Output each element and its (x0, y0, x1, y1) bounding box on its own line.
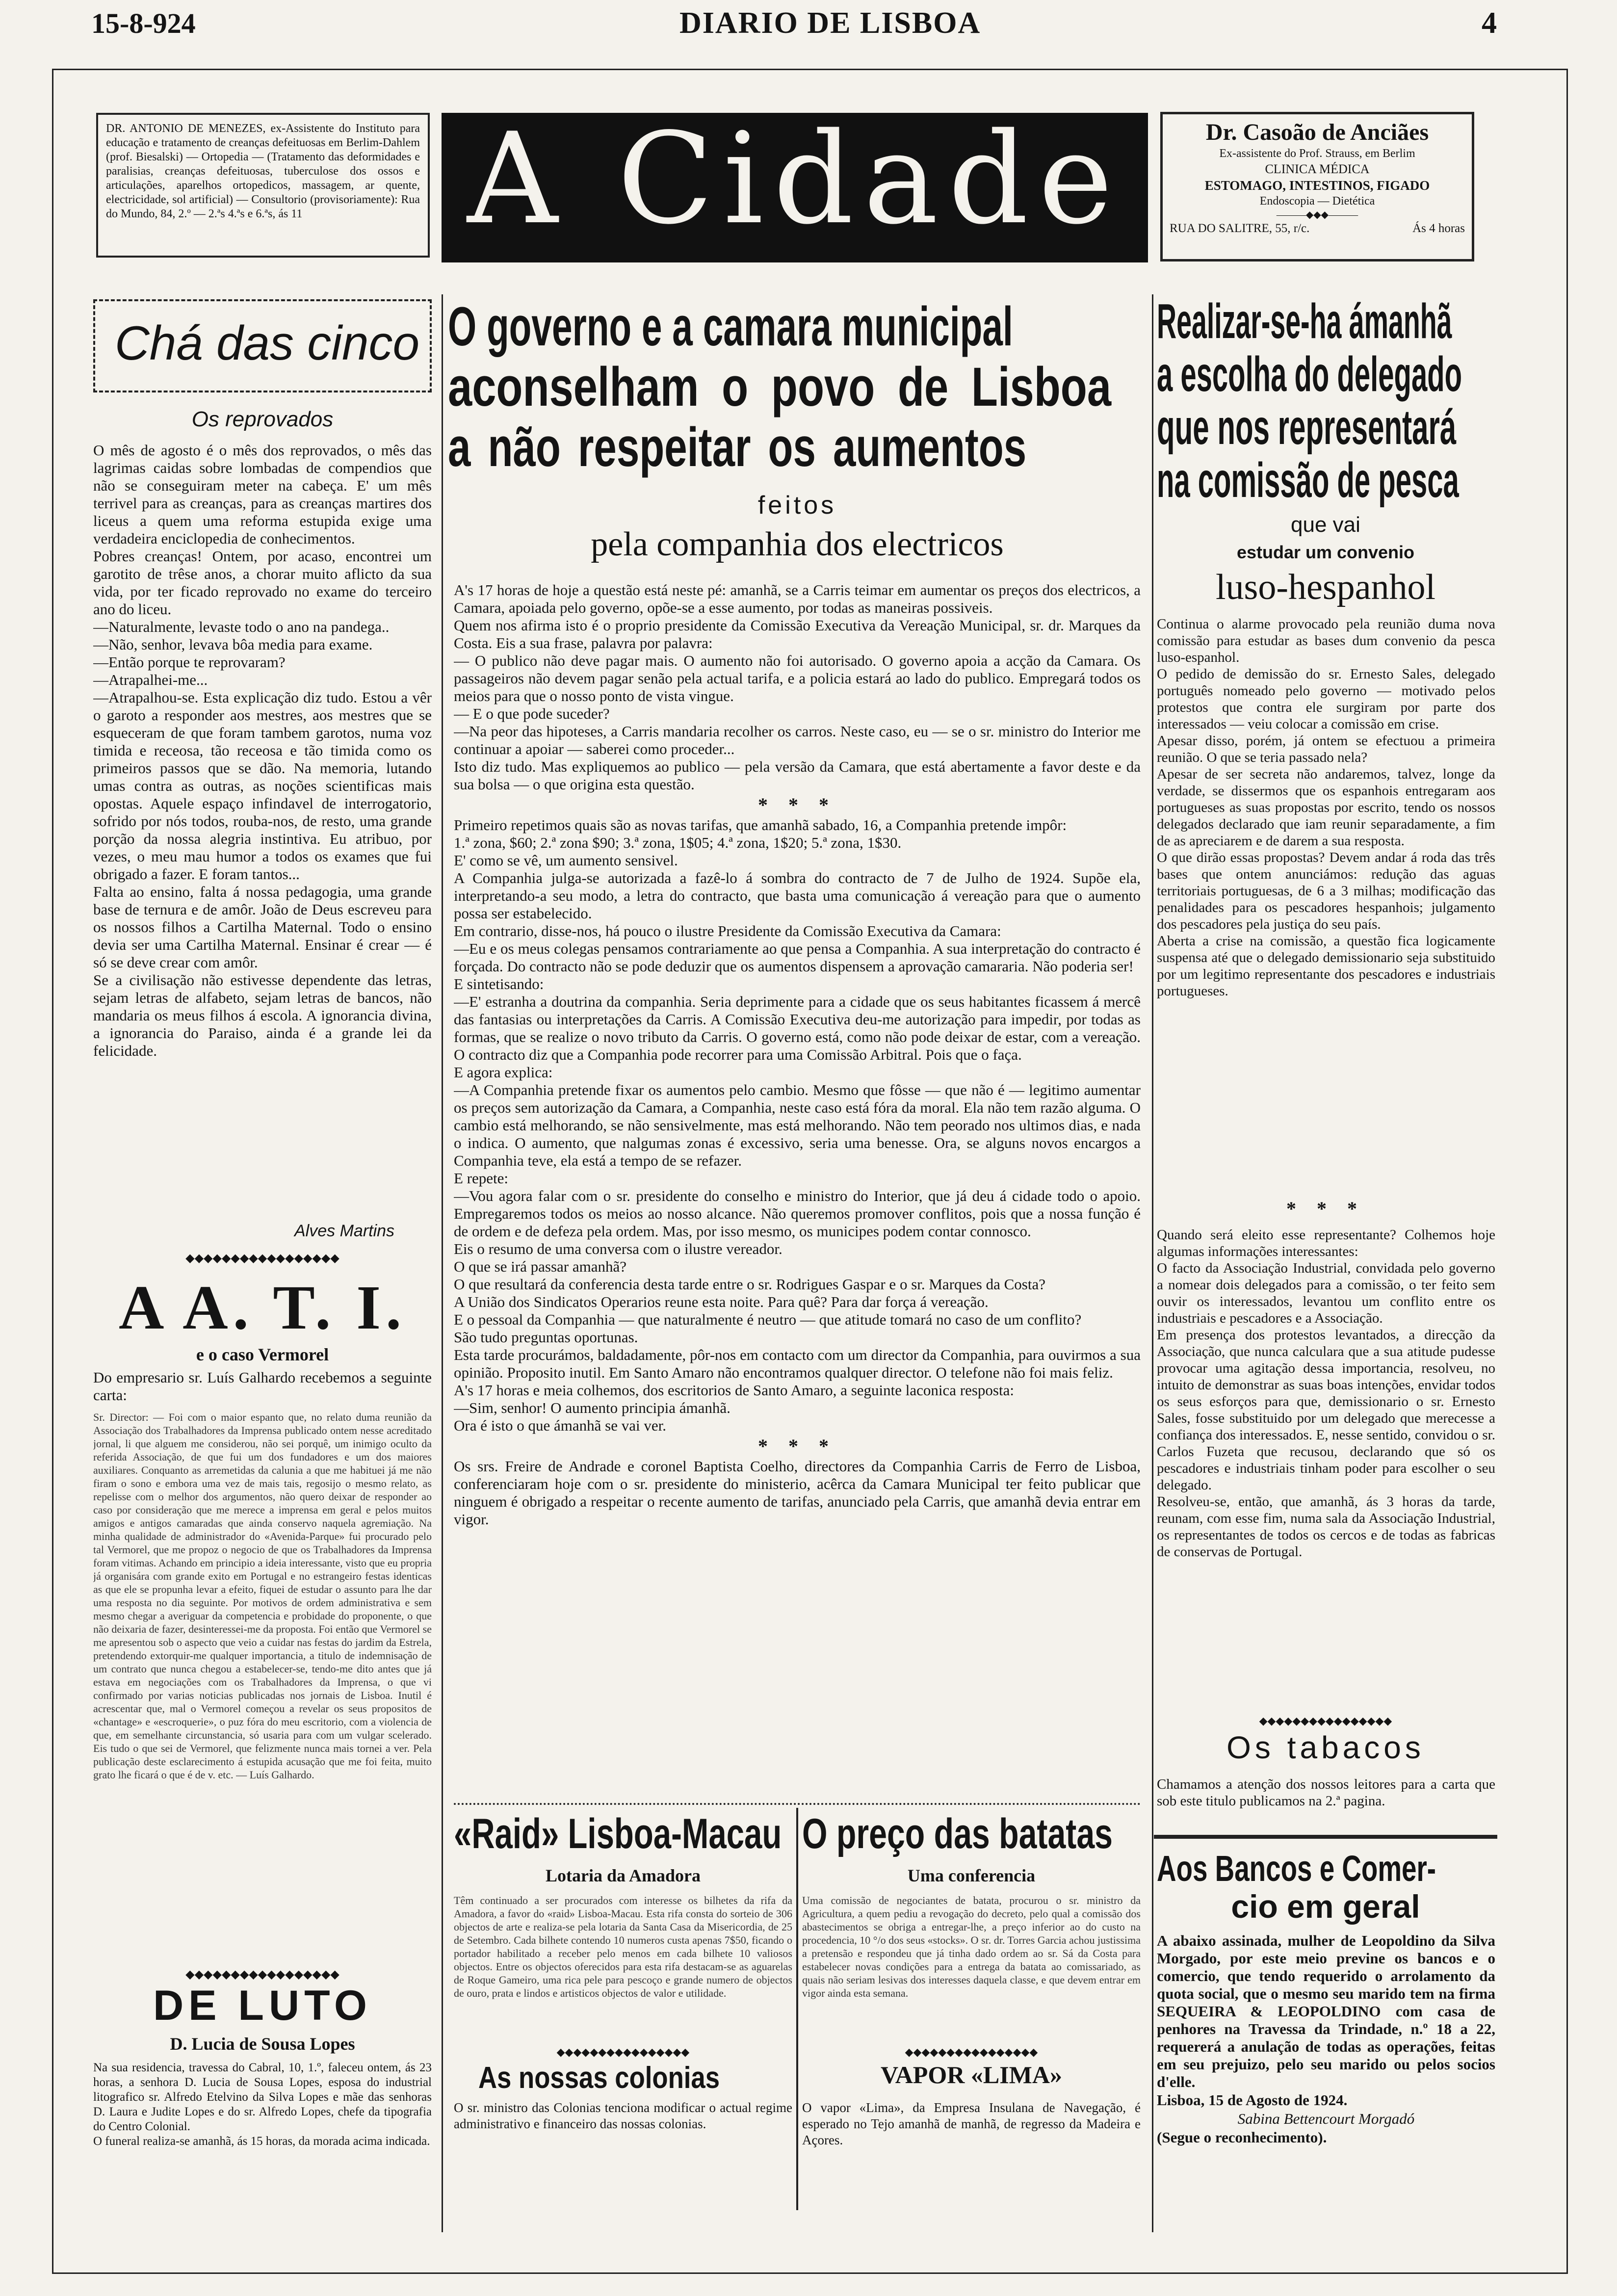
tabacos-text: Chamamos a atenção dos nossos leitores para a carta que sob este titulo publicamos na 2.ª pagina. (1157, 1776, 1495, 1809)
main-paragraph: —Sim, senhor! O aumento principia ámanhã. (454, 1399, 730, 1416)
batatas-text: Uma comissão de negociantes de batata, procurou o sr. ministro da Agricultura, a quem pediu a revogação do decreto, pelo qual a comissão dos abastecimentos se obriga a entregar-lhe, a preço inferior ao do custo na procedencia, 10 °/o dos seus «stocks». O sr. dr. Torres Garcia achou justissima a pretensão e respondeu que já tinha dado ordem ao sr. Sá da Costa para estabelecer novas condições para a entrega da batata ao comissariado, as quais não seriam lesivas dos interesses daquela classe, e que devem entrar em vigor ainda esta semana. (802, 1894, 1141, 1999)
pesca-p3: Apesar disso, porém, já ontem se efectuou a primeira reunião. O que se teria passado nela? (1157, 733, 1495, 765)
main-paragraph: Isto diz tudo. Mas expliquemos ao publico — pela versão da Camara, que está abertamente a favor deste e da sua bolsa — o que origina esta questão. (454, 758, 1141, 793)
raid-text: Têm continuado a ser procurados com interesse os bilhetes da rifa da Amadora, a favor do «raid» Lisboa-Macau. Esta rifa consta do sorteio de 306 objectos de arte e realiza-se pela lotaria da Santa Casa da Misericordia, de 25 de Setembro. Cada bilhete contendo 10 numeros custa apenas 7$50, ficando o portador habilitado a receber pelo menos em cada bilhete 10 valiosos objectos. Entre os objectos oferecidos para esta rifa destacam-se as aguarelas de Roque Gameiro, uma rica pele para pescoço e grande numero de objectos de ouro, prata e lindos e artisticos objectos de valor e utilidade. (454, 1894, 792, 1999)
luto-body (93, 2061, 432, 2222)
page-date: 15-8-924 (91, 7, 196, 39)
pesca-subhead-1: que vai (1291, 513, 1360, 537)
main-paragraph: Eis o resumo de uma conversa com o ilustre vereador. (454, 1240, 782, 1257)
ad-dr-casoao (1160, 112, 1474, 261)
colonias-body (454, 2100, 792, 2149)
ad-dr-menezes-text: DR. ANTONIO DE MENEZES, ex-Assistente do Instituto para educação e tratamento de creanças defeituosas em Berlim-Dahlem (prof. Biesalski) — Ortopedia — (Tratamento das deformidades e paralisias, creanças defeituosas, tuberculose dos ossos e articulações, aparelhos ortopedicos, massagem, ar quente, electricidade, sol artificial) — Consultorio (provisoriamente): Rua do Mundo, 84, 2.º — 2.ªs 4.ªs e 6.ªs, ás 11 (106, 122, 420, 220)
bancos-body (1157, 1932, 1495, 2192)
main-paragraph: —E' estranha a doutrina da companhia. Seria deprimente para a cidade que os seus habitantes ficassem á mercê das fantasias ou interpretações da Carris. A Comissão Executiva deu-me autorização para impedir, por todas as formas, que se realize o novo tributo da Carris. O governo está, como não pode deixar de estar, com a vereação. O contracto diz que a Companhia pode recorrer para uma Comissão Arbitral. Pois que o faça. (454, 993, 1141, 1063)
cha-p4: —Não, senhor, levava bôa media para exame. (93, 636, 373, 653)
main-paragraph: São tudo preguntas oportunas. (454, 1329, 638, 1346)
main-paragraph: O que resultará da conferencia desta tarde entre o sr. Rodrigues Gaspar e o sr. Marques da Costa? (454, 1276, 1045, 1293)
main-paragraph: A Companhia julga-se autorizada a fazê-lo á sombra do contracto de 7 de Julho de 1924. Supõe ela, interpretando-a seu modo, a letra do contracto, que basta uma comunicação á vereação para que o aumento possa ser estabelecido. (454, 869, 1141, 922)
batatas-title: O preço das batatas (802, 1810, 1113, 1857)
main-paragraph: Primeiro repetimos quais são as novas tarifas, que amanhã sabado, 16, a Companhia pretende impôr: (454, 816, 1067, 834)
ornament-rule: ◆◆◆◆◆◆◆◆◆◆◆◆◆◆◆◆ (1259, 1715, 1392, 1727)
ad-dr-casoao-footer (1170, 221, 1465, 236)
section-separator: * * * (758, 1435, 836, 1457)
ad-dr-casoao-address: RUA DO SALITRE, 55, r/c. (1170, 222, 1310, 235)
cha-p3: —Naturalmente, levaste todo o ano na pandega.. (93, 618, 390, 635)
pesca-body-2 (1157, 1226, 1495, 1712)
main-paragraph: — E o que pode suceder? (454, 705, 610, 722)
ad-dr-casoao-line1: Ex-assistente do Prof. Strauss, em Berlim (1219, 147, 1415, 160)
pesca-p2: O pedido de demissão do sr. Ernesto Sales, delegado português nomeado pelo governo — motivado pelos protestos que contra ele surgiram por parte dos interessados — veiu colocar a comissão em crise. (1157, 666, 1495, 732)
section-separator: * * * (758, 794, 836, 816)
pesca-p9: Em presença dos protestos levantados, a direcção da Associação, que nunca calculara que a sua atitude pudesse provocar uma agitação dessa importancia, resolveu, no intuito de demonstrar as suas boas intenções, envidar todos os seus esforços para que, demissionario o sr. Ernesto Sales, fosse substituido por um delegado que merecesse a confiança dos interessados. E, nesse sentido, convidou o sr. Carlos Fuzeta que recusou, declarando que só os pescadores e industriais tinham poder para escolher o seu delegado. (1157, 1327, 1495, 1493)
dotted-rule (454, 1803, 1141, 1805)
raid-title: «Raid» Lisboa-Macau (454, 1810, 782, 1857)
right-column (1154, 289, 1497, 2252)
pesca-headline-3: que nos representará (1157, 400, 1457, 455)
tabacos-body (1157, 1776, 1495, 1832)
center-split-rule (796, 1808, 798, 2210)
aati-subtitle: e o caso Vermorel (196, 1345, 329, 1364)
page-number: 4 (1482, 6, 1497, 40)
cha-title: Chá das cinco (115, 316, 420, 370)
luto-text: Na sua residencia, travessa do Cabral, 10, 1.º, faleceu ontem, ás 23 horas, a senhora D. Lucia de Sousa Lopes, esposa do industrial litografico sr. Alfredo Etelvino da Silva Lopes e mãe das senhoras D. Laura e Judite Lopes e do sr. Alfredo Lopes, chefe da tipografia do Centro Colonial. (93, 2061, 432, 2133)
cha-p6: —Atrapalhei-me... (93, 671, 208, 688)
ad-dr-casoao-line2: CLINICA MÉDICA (1265, 162, 1370, 176)
newspaper-name: DIARIO DE LISBOA (679, 6, 981, 40)
pesca-subhead-2: estudar um convenio (1236, 542, 1415, 562)
aati-intro-box (93, 1369, 432, 1404)
aati-letter: Sr. Director: — Foi com o maior espanto que, no relato duma reunião da Associação dos Trabalhadores da Imprensa publicado ontem nesse acreditado jornal, li que alguem me considerou, não sei porquê, um inimigo oculto da referida Associação, de que fui um dos fundadores e um dos maiores auxiliares. Conquanto as arremetidas da calunia a que me habituei já me não firam o sono e embora uma vez de mais tais, regosijo o mesmo relato, as repelisse com o melhor dos argumentos, não quero deixar de responder ao caso por consideração que me merece a imprensa em geral e pelos muitos amigos e antigos camaradas que ainda conservo naquela agremiação. Na minha qualidade de administrador do «Avenida-Parque» fui procurado pelo tal Vermorel, que me propoz o negocio de que os Trabalhadores da Imprensa foram vitimas. Achando em principio a ideia interessante, visto que eu propria já organisára com grande exito em Portugal e no estrangeiro festas identicas as que ele se propunha levar a efeito, fiquei de estudar o assunto para lhe dar uma resposta no dia seguinte. Por motivos de ordem administrativa e sem mesmo chegar a averiguar da competencia e probidade do proponente, o que não deixaria de fazer, desinteressei-me da proposta. Foi então que Vermorel se me apresentou sob o aspecto que veio a cuidar nas festas do jardim da Estrela, pretendendo extorquir-me qualquer importancia, a titulo de indemnisação de um contrato que nunca chegou a estabelecer-se, tendo-me dito antes que já estava em negociações com os Trabalhadores da Imprensa, o que vi confirmado por varias noticias publicadas nos jornais de Lisboa. Inutil é acrescentar que, mal o Vermorel começou a revelar os seus propositos de «chantage» e «escroquerie», o puz fóra do meu escritorio, com a violencia de que, em semelhante circunstancia, só usaria para com um vulgar scelerado. Eis tudo o que sei de Vermorel, que felizmente nunca mais tornei a ver. Pela publicação deste esclarecimento á estupida acusação que me foi feita, muito grato lhe ficará o que é de v. etc. — Luís Galhardo. (93, 1411, 432, 1781)
cha-p5: —Então porque te reprovaram? (93, 653, 286, 671)
main-paragraph: A's 17 horas e meia colhemos, dos escritorios de Santo Amaro, a seguinte laconica resposta: (454, 1382, 1014, 1399)
main-paragraph: —Na peor das hipoteses, a Carris mandaria recolher os carros. Neste caso, eu — se o sr. ministro do Interior me continuar a apoiar — saberei como proceder... (454, 723, 1141, 757)
ad-dr-menezes (96, 113, 430, 258)
aati-title: A A. T. I. (118, 1273, 407, 1342)
cha-p2: Pobres creanças! Ontem, por acaso, encontrei um garotito de trêse anos, a chorar muito aflicto da sua vida, por ter ficado reprovado no exame do terceiro ano do liceu. (93, 548, 432, 618)
bancos-signature: Sabina Bettencourt Morgadó (1237, 2110, 1415, 2127)
pesca-p7: Quando será eleito esse representante? Colhemos hoje algumas informações interessantes: (1157, 1227, 1495, 1259)
bancos-text: A abaixo assinada, mulher de Leopoldino da Silva Morgado, por este meio previne os bancos e o comercio, que tendo requerido o arrolamento da quota social, que o mesmo seu marido tem na firma SEQUEIRA & LEOPOLDINO com casa de penhores na Travessa da Trindade, n.º 18 a 22, requererá a anulação de todas as operações, feitas em seu prejuizo, pelo seu marido ou pelos socios d'elle. (1157, 1932, 1495, 2090)
main-paragraph: —Eu e os meus colegas pensamos contrariamente ao que pensa a Companhia. A sua interpretação do contracto é forçada. Do contracto não se pode deduzir que os aumentos dispensem a aprovação camararia. Não poderia ser! (454, 940, 1141, 975)
main-subhead-2: pela companhia dos electricos (591, 525, 1004, 563)
tabacos-title: Os tabacos (1226, 1730, 1425, 1765)
colonias-title: As nossas colonias (478, 2061, 720, 2095)
aati-intro: Do empresario sr. Luís Galhardo recebemos a seguinte carta: (93, 1369, 432, 1404)
cha-p9: Se a civilisação não estivesse dependente das letras, sejam letras de alfabeto, sejam letras de bancos, não mandaria os meus filhos á escola. A ignorancia divina, a ignorancia do Paraiso, ainda é a grande lei da felicidade. (93, 971, 432, 1059)
section-banner (442, 106, 1148, 262)
pesca-headline-4: na comissão de pesca (1157, 453, 1459, 508)
cha-author: Alves Martins (294, 1222, 395, 1240)
ad-dr-casoao-line3: ESTOMAGO, INTESTINOS, FIGADO (1204, 178, 1430, 193)
cha-subtitle: Os reprovados (191, 407, 334, 431)
bancos-title-1: Aos Bancos e Comer- (1157, 1848, 1436, 1889)
pesca-subhead-3: luso-hespanhol (1215, 567, 1436, 607)
main-paragraph: A's 17 horas de hoje a questão está neste pé: amanhã, se a Carris teimar em aumentar os preços dos electricos, a Camara, apoiada pelo governo, opõe-se a esse aumento, por todas as maneiras possiveis. (454, 581, 1141, 616)
main-paragraph: Ora é isto o que ámanhã se vai ver. (454, 1417, 666, 1434)
left-column (74, 289, 434, 2252)
luto-name: D. Lucia de Sousa Lopes (170, 2034, 355, 2054)
batatas-subtitle: Uma conferencia (907, 1866, 1036, 1885)
main-paragraph: 1.ª zona, $60; 2.ª zona $90; 3.ª zona, 1$05; 4.ª zona, 1$20; 5.ª zona, 1$30. (454, 834, 902, 851)
main-paragraph: E repete: (454, 1170, 509, 1187)
ad-dr-casoao-hours: Ás 4 horas (1412, 222, 1465, 235)
column-rule-left (442, 294, 443, 2232)
column-rule-right (1152, 294, 1153, 2232)
main-paragraph: —A Companhia pretende fixar os aumentos pelo cambio. Mesmo que fôsse — que não é — legitimo aumentar os preços sem autorização da Camara, a Companhia, neste caso está fóra da moral. Ela não tem razão alguma. O cambio está melhorando, se não sensivelmente, mas está melhorando. Não tem peorado nos ultimos dias, e nada o indica. O aumento, que nalgumas zonas é excessivo, seria uma benesse. Ora, se alguns novos encargos a Companhia teve, ela está a tempo de se refazer. (454, 1081, 1141, 1169)
pesca-p6: Aberta a crise na comissão, a questão fica logicamente suspensa até que o delegado demissionario seja substituido por um legitimo representante dos pescadores e industriais portugueses. (1157, 933, 1495, 999)
luto-title: DE LUTO (153, 1982, 372, 2029)
batatas-body (802, 1894, 1141, 2051)
main-headline-1: O governo e a camara municipal (448, 296, 1013, 357)
main-paragraph: E o pessoal da Companhia — que naturalmente é neutro — que atitude tomará no caso de um conflito? (454, 1311, 1082, 1328)
bancos-date: Lisboa, 15 de Agosto de 1924. (1157, 2091, 1348, 2109)
pesca-p4: Apesar de ser secreta não andaremos, talvez, longe da verdade, se dissermos que os espanhois entregaram aos portugueses as suas propostas por escrito, tendo os nossos delegados declarado que iam reunir separadamente, a fim de as apreciarem e de darem a sua resposta. (1157, 766, 1495, 849)
pesca-p5: O que dirão essas propostas? Devem andar á roda das três bases que ontem anunciámos: redução das aguas territoriais portuguesas, de 6 a 3 milhas; modificação das penalidades para os pescadores hespanhois; julgamento dos pescadores pela justiça do seu país. (1157, 850, 1495, 932)
main-subhead-1: feitos (757, 491, 837, 520)
cha-header-box (93, 299, 432, 392)
main-headline-3: a não respeitar os aumentos (448, 417, 1027, 478)
main-paragraph: A União dos Sindicatos Operarios reune esta noite. Para quê? Para dar força á vereação. (454, 1293, 989, 1310)
main-paragraph: E agora explica: (454, 1064, 553, 1081)
vapor-body (802, 2100, 1141, 2154)
raid-body (454, 1894, 792, 2046)
aati-letter-box (93, 1410, 432, 1962)
main-paragraph: O que se irá passar amanhã? (454, 1258, 627, 1275)
pesca-body (1157, 616, 1495, 1195)
ad-dr-casoao-line4: Endoscopia — Dietética (1259, 195, 1375, 208)
cha-p1: O mês de agosto é o mês dos reprovados, o mês das lagrimas caidas sobre lombadas de compendios que não se conseguiram meter na cabeça. E' um mês terrivel para as creanças, para as creanças martires dos liceus a quem uma reforma estupida exige uma verdadeira enciclopedia de conhecimentos. (93, 442, 432, 547)
ornament-rule: ◆◆◆◆◆◆◆◆◆◆◆◆◆◆◆◆◆ (185, 1968, 339, 1981)
raid-box (454, 1810, 792, 2046)
pesca-headline-2: a escolha do delegado (1157, 347, 1462, 402)
main-paragraph: — O publico não deve pagar mais. O aumento não foi autorisado. O governo apoia a acção da Camara. Os passageiros não devem pagar senão pela actual tarifa, e a policia estará ao lado do publico. Empregará todos os meios para que o nosso ponto de vista vingue. (454, 652, 1141, 704)
section-title: A Cidade (467, 106, 1122, 252)
main-paragraph: E sintetisando: (454, 975, 544, 992)
ad-dr-casoao-name: Dr. Casoão de Anciães (1205, 119, 1429, 145)
cha-body (93, 442, 432, 1217)
raid-subtitle: Lotaria da Amadora (545, 1866, 701, 1885)
vapor-title: VAPOR «LIMA» (881, 2061, 1062, 2088)
main-paragraph: Os srs. Freire de Andrade e coronel Baptista Coelho, directores da Companhia Carris de Ferro de Lisboa, conferenciaram hoje com o sr. presidente do ministerio, acêrca da Camara Municipal ter feito publicar que ninguem é obrigado a respeitar o recente aumento de tarifas, anunciado pela Carris, que amanhã devia entrar em vigor. (454, 1458, 1141, 1528)
main-paragraph: Quem nos afirma isto é o proprio presidente da Comissão Executiva da Vereação Municipal, sr. dr. Marques da Costa. Eis a sua frase, palavra por palavra: (454, 617, 1141, 652)
bancos-title-2: cio em geral (1231, 1888, 1420, 1925)
pesca-p1: Continua o alarme provocado pela reunião duma nova comissão para estudar as bases dum convenio da pesca luso-espanhol. (1157, 616, 1495, 665)
colonias-text: O sr. ministro das Colonias tenciona modificar o actual regime administrativo e financeiro das nossas colonias. (454, 2100, 792, 2131)
ornament: ———◆◆◆——— (1276, 209, 1358, 220)
main-article-body (454, 581, 1141, 1798)
center-column (444, 289, 1150, 2252)
luto-funeral: O funeral realiza-se amanhã, ás 15 horas, da morada acima indicada. (93, 2135, 430, 2148)
cha-p8: Falta ao ensino, falta á nossa pedagogia, uma grande base de ternura e de amôr. João de Deus escreveu para os nossos filhos a Cartilha Maternal. Todo o ensino devia ser uma Cartilha Maternal. Ensinar é crear — é só se deve crear com amôr. (93, 883, 432, 971)
main-paragraph: Esta tarde procurámos, baldadamente, pôr-nos em contacto com um director da Companhia, para ouvirmos a sua opinião. Proposito inutil. Em Santo Amaro não encontramos qualquer director. O telefone não foi mais feliz. (454, 1346, 1141, 1381)
pesca-p10: Resolveu-se, então, que amanhã, ás 3 horas da tarde, reunam, com esse fim, numa sala da Associação Industrial, os representantes de todos os cercos e de todas as fabricas de conservas de Portugal. (1157, 1494, 1495, 1560)
bancos-note: (Segue o reconhecimento). (1157, 2129, 1327, 2146)
vapor-text: O vapor «Lima», da Empresa Insulana de Navegação, é esperado no Tejo amanhã de manhã, de regresso da Madeira e Açores. (802, 2100, 1141, 2147)
section-separator: * * * (1286, 1198, 1365, 1220)
main-paragraph: —Vou agora falar com o sr. presidente do conselho e ministro do Interior, que já deu á cidade todo o apoio. Empregaremos todos os meios ao nosso alcance. Não queremos promover conflitos, pois que a nossa função é de ordem e de defeza pela ordem. Mas, por isso mesmo, os municipes podem contar connosco. (454, 1187, 1141, 1240)
pesca-p8: O facto da Associação Industrial, convidada pelo governo a nomear dois delegados para a comissão, o ter feito sem ouvir os interessados, levantou um conflito entre os industriais e pescadores e a Associação. (1157, 1260, 1495, 1326)
main-headline-2: aconselham o povo de Lisboa (448, 356, 1112, 417)
ornament-rule: ◆◆◆◆◆◆◆◆◆◆◆◆◆◆◆◆ (556, 2046, 690, 2058)
ornament-rule: ◆◆◆◆◆◆◆◆◆◆◆◆◆◆◆◆◆ (185, 1252, 339, 1265)
bancos-box (1154, 1835, 1497, 2192)
ornament-rule: ◆◆◆◆◆◆◆◆◆◆◆◆◆◆◆◆ (905, 2046, 1038, 2058)
main-paragraph: E' como se vê, um aumento sensivel. (454, 852, 678, 869)
cha-p7: —Atrapalhou-se. Esta explicação diz tudo. Estou a vêr o garoto a responder aos mestres, aos mestres que se esqueceram de que foram tambem garotos, numa voz timida e receosa, tão receosa e tão timida como os primeiros passos que se dão. Na memoria, lutando umas contra as outras, as noções scientificas mais opostas. Aquele espaço infindavel de interrogatorio, sofrido por nós todos, rouba-nos, de resto, uma grande porção da nossa alegria instintiva. Eu atribuo, por vezes, o meu mau humor a todos os exames que fui obrigado a fazer. E foram tantos... (93, 689, 432, 883)
pesca-headline-1: Realizar-se-ha ámanhã (1157, 294, 1452, 349)
batatas-box (802, 1810, 1141, 2056)
main-paragraph: Em contrario, disse-nos, há pouco o ilustre Presidente da Comissão Executiva da Camara: (454, 922, 1001, 939)
